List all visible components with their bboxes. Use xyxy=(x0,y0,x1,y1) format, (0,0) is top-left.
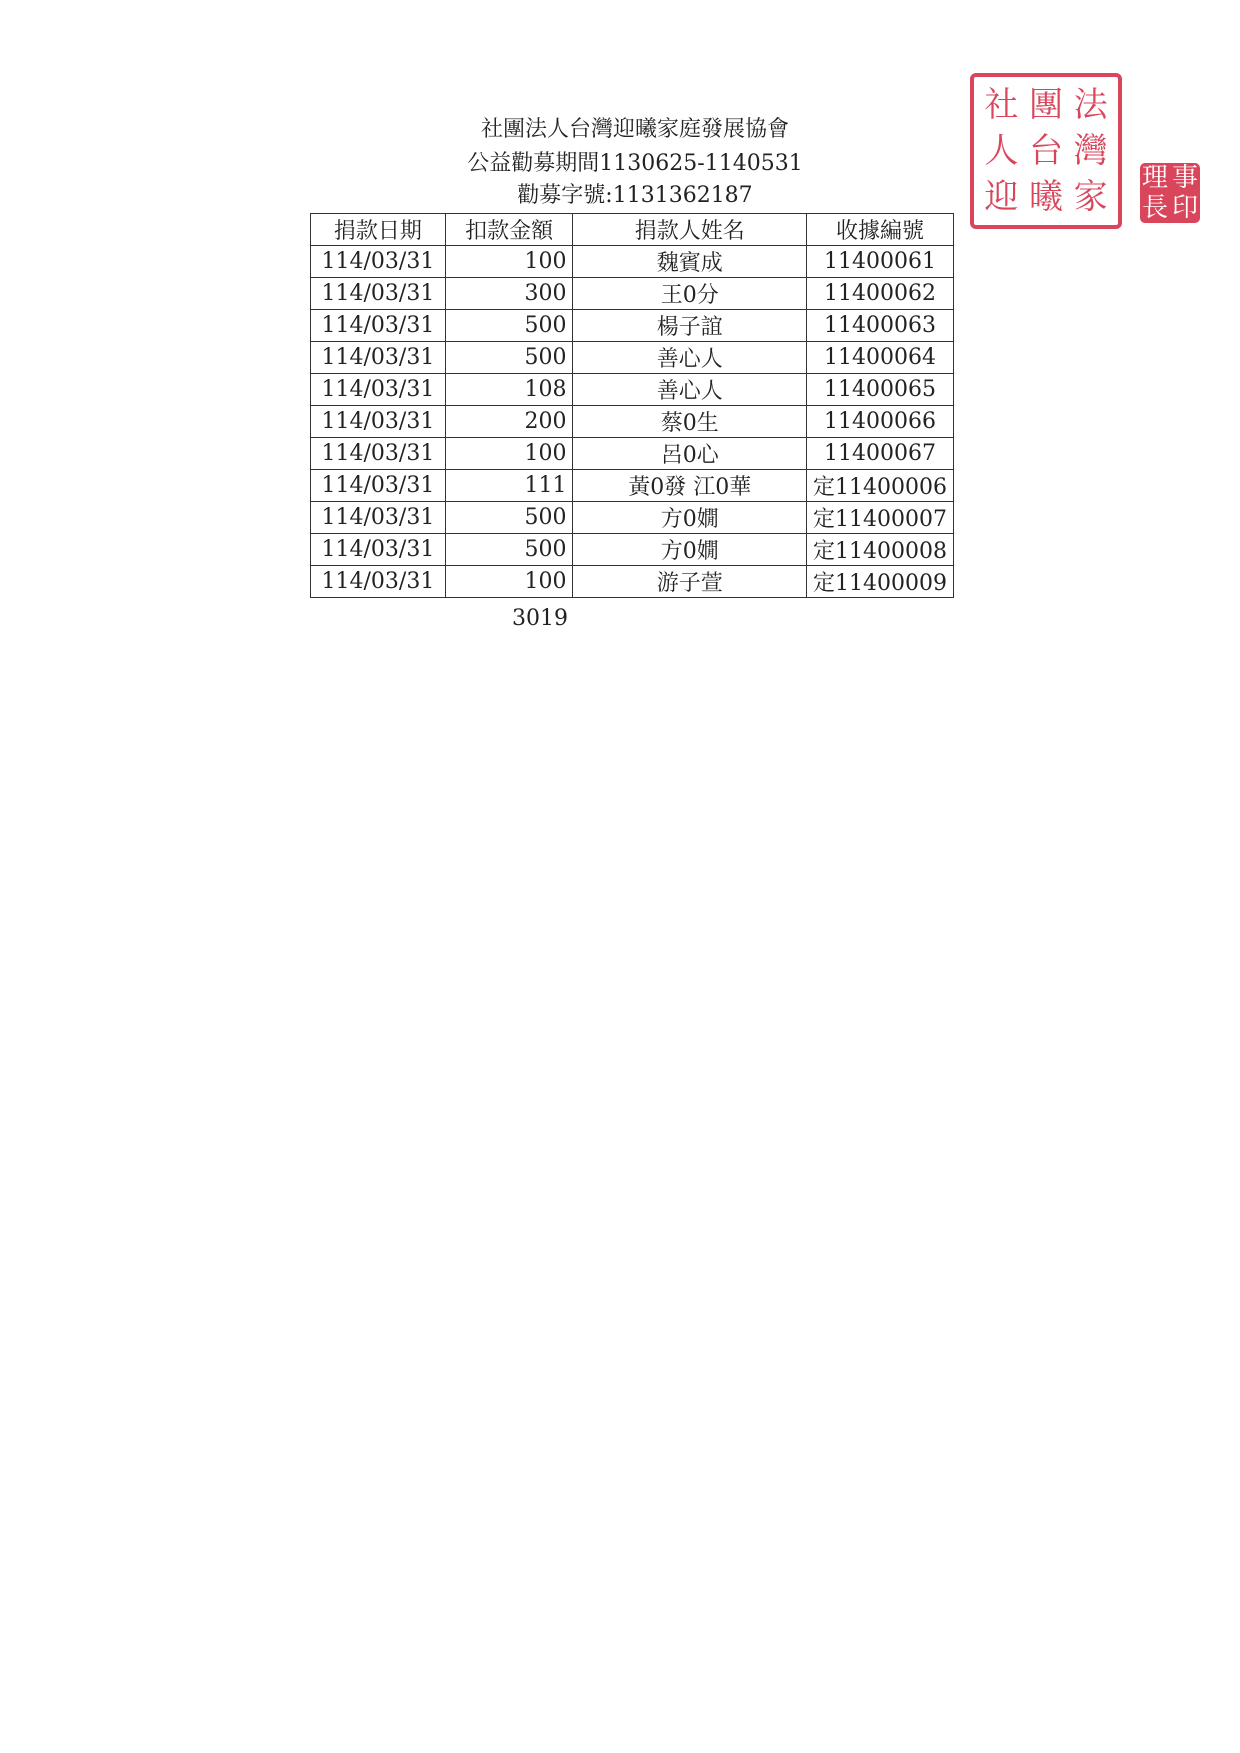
seal-glyph: 台 xyxy=(1028,131,1063,171)
cell-date: 114/03/31 xyxy=(311,278,446,310)
cell-donor-name: 蔡0生 xyxy=(573,406,807,438)
table-row xyxy=(311,374,954,406)
seal-glyph: 灣 xyxy=(1073,131,1108,171)
cell-donor-name: 善心人 xyxy=(573,374,807,406)
cell-donor-name: 方0嫺 xyxy=(573,534,807,566)
cell-date: 114/03/31 xyxy=(311,246,446,278)
table-row xyxy=(311,278,954,310)
table-header-row xyxy=(311,214,954,246)
cell-donor-name: 王0分 xyxy=(573,278,807,310)
seal-glyph: 曦 xyxy=(1028,177,1063,217)
cell-receipt-number: 定11400009 xyxy=(806,566,953,598)
cell-amount: 100 xyxy=(445,438,573,470)
cell-donor-name: 方0嫺 xyxy=(573,502,807,534)
table-row xyxy=(311,534,954,566)
table-row xyxy=(311,502,954,534)
cell-amount: 108 xyxy=(445,374,573,406)
cell-donor-name: 魏賓成 xyxy=(573,246,807,278)
cell-amount: 100 xyxy=(445,566,573,598)
cell-receipt-number: 定11400007 xyxy=(806,502,953,534)
donation-total: 3019 xyxy=(512,606,568,631)
chairperson-seal xyxy=(1140,163,1200,223)
fundraising-period: 公益勸募期間1130625-1140531 xyxy=(467,151,803,176)
cell-date: 114/03/31 xyxy=(311,374,446,406)
cell-amount: 500 xyxy=(445,502,573,534)
seal-glyph: 理 xyxy=(1141,163,1168,193)
cell-receipt-number: 11400066 xyxy=(806,406,953,438)
cell-amount: 100 xyxy=(445,246,573,278)
column-header-donor-name: 捐款人姓名 xyxy=(573,214,807,246)
seal-glyph: 事 xyxy=(1171,163,1198,193)
table-row xyxy=(311,342,954,374)
cell-receipt-number: 11400064 xyxy=(806,342,953,374)
column-header-receipt-number: 收據編號 xyxy=(806,214,953,246)
donation-table xyxy=(310,213,954,598)
cell-date: 114/03/31 xyxy=(311,470,446,502)
cell-date: 114/03/31 xyxy=(311,406,446,438)
cell-date: 114/03/31 xyxy=(311,310,446,342)
cell-amount: 300 xyxy=(445,278,573,310)
table-row xyxy=(311,566,954,598)
donation-rows xyxy=(311,246,954,598)
cell-receipt-number: 定11400008 xyxy=(806,534,953,566)
column-header-date: 捐款日期 xyxy=(311,214,446,246)
organization-name: 社團法人台灣迎曦家庭發展協會 xyxy=(480,117,789,142)
cell-donor-name: 游子萱 xyxy=(573,566,807,598)
organization-seal xyxy=(970,73,1122,229)
cell-donor-name: 呂0心 xyxy=(573,438,807,470)
cell-amount: 500 xyxy=(445,534,573,566)
seal-glyph: 社 xyxy=(984,85,1019,125)
cell-date: 114/03/31 xyxy=(311,566,446,598)
cell-receipt-number: 11400067 xyxy=(806,438,953,470)
seal-glyph: 迎 xyxy=(984,177,1019,217)
cell-receipt-number: 11400063 xyxy=(806,310,953,342)
column-header-amount: 扣款金額 xyxy=(445,214,573,246)
seal-glyph: 印 xyxy=(1171,193,1198,223)
table-row xyxy=(311,406,954,438)
seal-glyph: 法 xyxy=(1073,85,1108,125)
cell-receipt-number: 定11400006 xyxy=(806,470,953,502)
cell-donor-name: 楊子誼 xyxy=(573,310,807,342)
seal-glyph: 家 xyxy=(1073,177,1108,217)
seal-glyph: 人 xyxy=(984,131,1019,171)
fundraising-permit-number: 勸募字號:1131362187 xyxy=(517,183,753,208)
cell-donor-name: 善心人 xyxy=(573,342,807,374)
table-row xyxy=(311,470,954,502)
cell-amount: 500 xyxy=(445,342,573,374)
cell-receipt-number: 11400061 xyxy=(806,246,953,278)
cell-receipt-number: 11400062 xyxy=(806,278,953,310)
table-row xyxy=(311,438,954,470)
table-row xyxy=(311,310,954,342)
seal-glyph: 團 xyxy=(1028,85,1063,125)
cell-donor-name: 黃0發 江0華 xyxy=(573,470,807,502)
cell-amount: 200 xyxy=(445,406,573,438)
cell-receipt-number: 11400065 xyxy=(806,374,953,406)
table-row xyxy=(311,246,954,278)
cell-amount: 111 xyxy=(445,470,573,502)
seal-glyph: 長 xyxy=(1141,193,1168,223)
cell-date: 114/03/31 xyxy=(311,342,446,374)
cell-date: 114/03/31 xyxy=(311,502,446,534)
cell-date: 114/03/31 xyxy=(311,534,446,566)
cell-amount: 500 xyxy=(445,310,573,342)
cell-date: 114/03/31 xyxy=(311,438,446,470)
